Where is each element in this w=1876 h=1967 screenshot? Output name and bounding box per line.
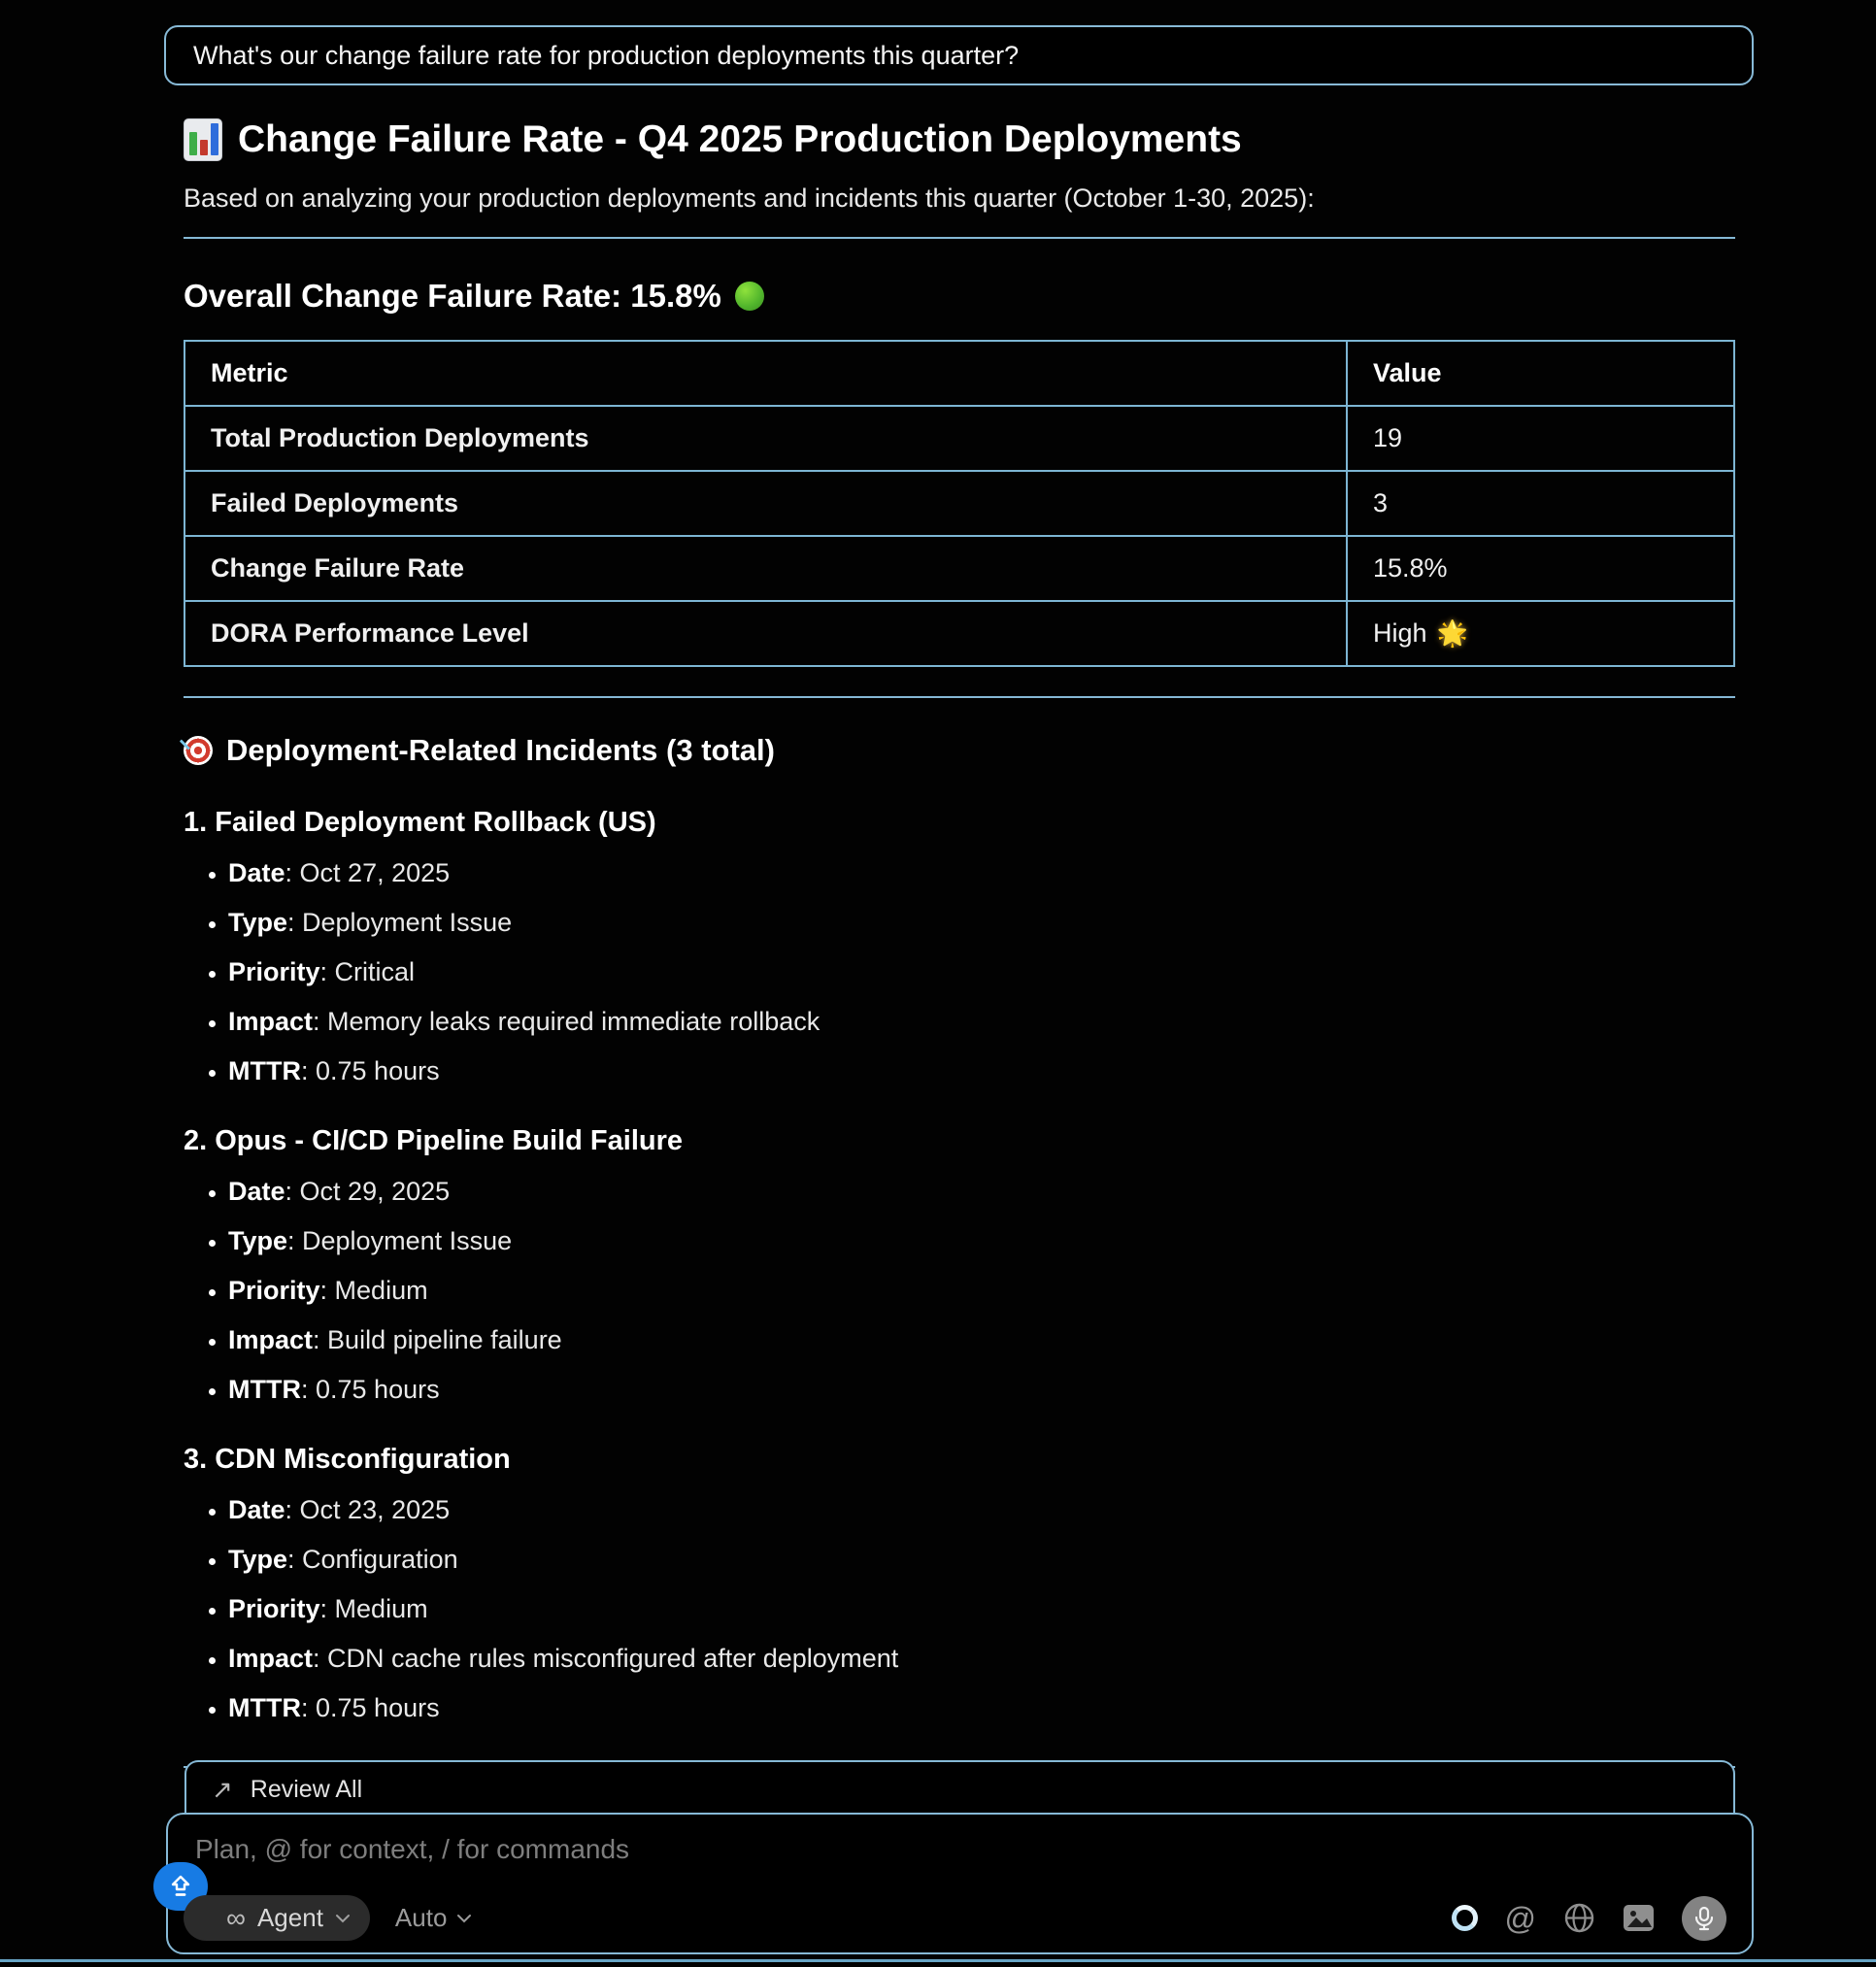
arrow-up-right-icon: ↗ [212, 1774, 233, 1804]
detail-item: • MTTR : 0.75 hours [228, 1056, 1735, 1086]
incident-details [184, 858, 1735, 1086]
table-header-row [184, 341, 1734, 406]
incidents-heading [184, 733, 1735, 768]
bar-chart-icon [184, 118, 222, 161]
user-message-text: What's our change failure rate for production deployments this quarter? [193, 40, 1020, 70]
metric-name: DORA Performance Level [184, 601, 1347, 666]
metric-value [1347, 601, 1734, 666]
metric-name: Total Production Deployments [184, 406, 1347, 471]
model-selector[interactable] [395, 1903, 473, 1933]
table-row [184, 471, 1734, 536]
model-label: Auto [394, 1903, 448, 1932]
detail-item: • Impact : Memory leaks required immediate rollback [228, 1007, 1735, 1037]
glowing-star-icon: 🌟 [1436, 618, 1468, 649]
detail-item: • Priority : Medium [228, 1276, 1735, 1306]
metric-column-header: Metric [184, 341, 1347, 406]
mode-selector[interactable] [184, 1895, 370, 1941]
response-title-text: Change Failure Rate - Q4 2025 Production Deployments [238, 118, 1242, 160]
metric-value: 19 [1347, 406, 1734, 471]
composer [166, 1813, 1754, 1954]
metrics-table [184, 340, 1735, 667]
microphone-button[interactable] [1682, 1896, 1726, 1941]
metric-name: Change Failure Rate [184, 536, 1347, 601]
divider [184, 696, 1735, 698]
detail-item: • Type : Configuration [228, 1545, 1735, 1575]
detail-item: • Impact : CDN cache rules misconfigured after deployment [228, 1644, 1735, 1674]
chevron-down-icon [335, 1914, 351, 1923]
metric-name: Failed Deployments [184, 471, 1347, 536]
overall-rate-text: Overall Change Failure Rate: 15.8% [184, 277, 721, 314]
metric-value: 3 [1347, 471, 1734, 536]
dora-level-text: High [1373, 617, 1427, 648]
globe-icon[interactable] [1563, 1902, 1595, 1934]
detail-item: • MTTR : 0.75 hours [228, 1375, 1735, 1405]
incident-details [184, 1177, 1735, 1405]
table-row [184, 536, 1734, 601]
response-title [184, 118, 1735, 162]
intro-text: Based on analyzing your production deployments and incidents this quarter (October 1-30, 2025): [184, 183, 1315, 213]
assistant-response [184, 93, 1735, 1768]
user-message-bubble [164, 25, 1754, 85]
detail-item: • Date : Oct 27, 2025 [228, 858, 1735, 888]
microphone-icon [1692, 1906, 1716, 1931]
usage-ring-icon[interactable] [1452, 1905, 1478, 1931]
composer-toolbar [184, 1895, 1726, 1941]
panel-bottom-divider [0, 1959, 1876, 1962]
target-icon [184, 736, 213, 765]
composer-input[interactable]: Plan, @ for context, / for commands [195, 1834, 630, 1864]
detail-item: • Date : Oct 29, 2025 [228, 1177, 1735, 1207]
incident-title: 2. Opus - CI/CD Pipeline Build Failure [184, 1124, 684, 1156]
detail-item: • Type : Deployment Issue [228, 1226, 1735, 1256]
chevron-down-icon [456, 1914, 472, 1923]
review-all-label: Review All [250, 1775, 363, 1803]
detail-item: • Impact : Build pipeline failure [228, 1325, 1735, 1355]
table-row [184, 601, 1734, 666]
detail-item: • MTTR : 0.75 hours [228, 1693, 1735, 1723]
at-sign-icon[interactable]: @ [1504, 1900, 1536, 1936]
metric-value: 15.8% [1347, 536, 1734, 601]
incident-title: 3. CDN Misconfiguration [184, 1443, 511, 1475]
detail-item: • Date : Oct 23, 2025 [228, 1495, 1735, 1525]
table-row [184, 406, 1734, 471]
overall-rate-heading [184, 278, 1735, 315]
incidents-heading-text: Deployment-Related Incidents (3 total) [226, 732, 775, 767]
review-all-bar[interactable] [184, 1760, 1735, 1817]
detail-item: • Type : Deployment Issue [228, 908, 1735, 938]
infinity-icon: ∞ [226, 1902, 246, 1933]
image-icon[interactable] [1623, 1904, 1655, 1932]
value-column-header: Value [1347, 341, 1734, 406]
incident-details [184, 1495, 1735, 1723]
mode-label: Agent [256, 1903, 323, 1932]
detail-item: • Priority : Critical [228, 957, 1735, 987]
green-circle-icon [735, 282, 764, 311]
incident-title: 1. Failed Deployment Rollback (US) [184, 806, 656, 838]
composer-actions [1452, 1896, 1726, 1941]
detail-item: • Priority : Medium [228, 1594, 1735, 1624]
divider [184, 237, 1735, 239]
